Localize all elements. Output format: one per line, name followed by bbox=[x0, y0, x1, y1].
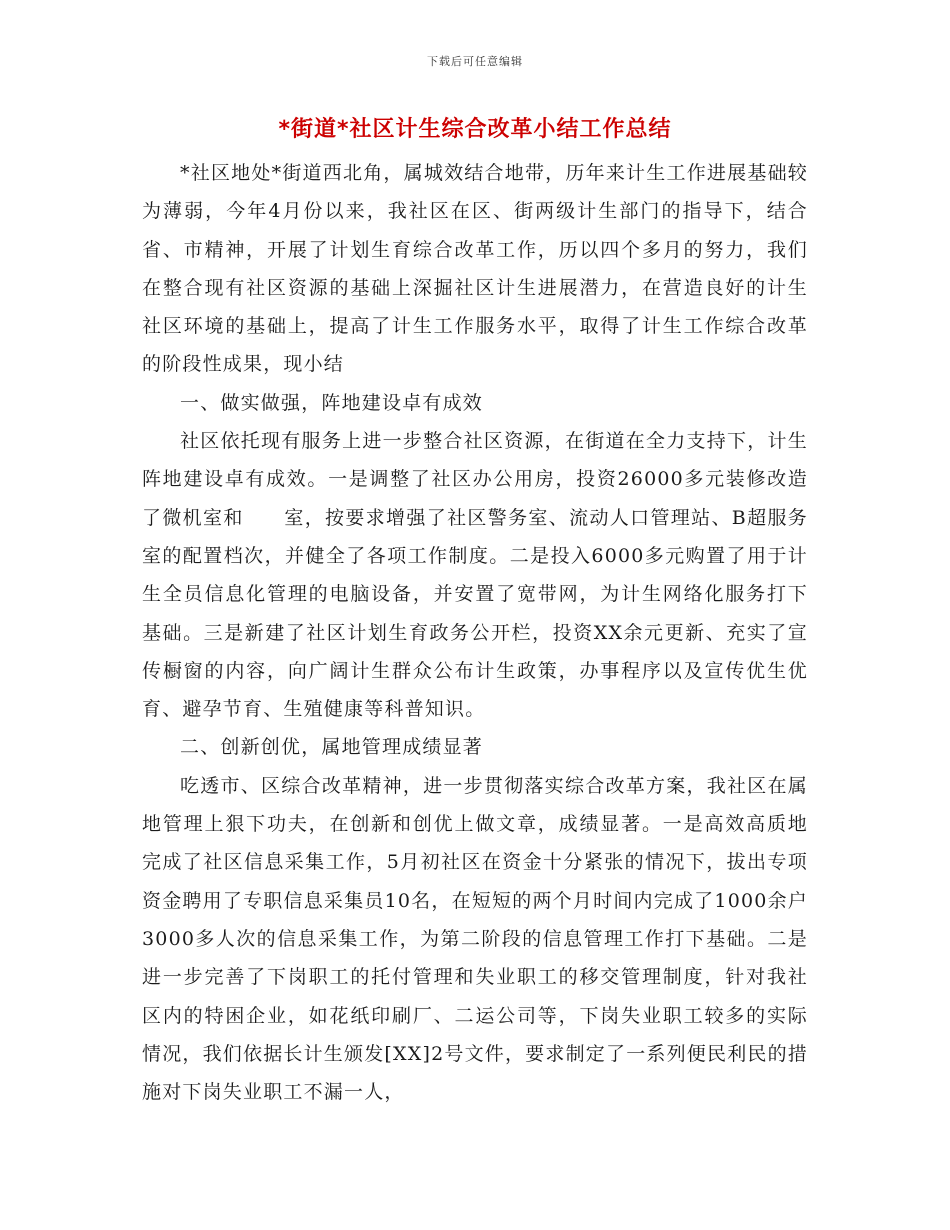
document-title: *街道*社区计生综合改革小结工作总结 bbox=[278, 117, 672, 142]
paragraph-intro: *社区地处*街道西北角，属城效结合地带，历年来计生工作进展基础较为薄弱，今年4月份以来，我社区在区、街两级计生部门的指导下，结合省、市精神，开展了计划生育综合改革工作，历以四个多月的努力，我们在整合现有社区资源的基础上深掘社区计生进展潜力，在营造良好的计生社区环境的基础上，提高了计生工作服务水平，取得了计生工作综合改革的阶段性成果，现小结 bbox=[142, 162, 808, 376]
paragraph-section-1: 社区依托现有服务上进一步整合社区资源，在街道在全力支持下，计生阵地建设卓有成效。一是调整了社区办公用房，投资26000多元装修改造了微机室和 室，按要求增强了社区警务室、流动人口管理站、B超服务室的配置档次，并健全了各项工作制度。二是投入6000多元购置了用于计生全员信息化管理的电脑设备，并安置了宽带网，为计生网络化服务打下基础。三是新建了社区计划生育政务公开栏，投资XX余元更新、充实了宣传橱窗的内容，向广阔计生群众公布计生政策，办事程序以及宣传优生优育、避孕节育、生殖健康等科普知识。 bbox=[142, 430, 808, 721]
paragraph-section-2: 吃透市、区综合改革精神，进一步贯彻落实综合改革方案，我社区在属地管理上狠下功夫，在创新和创优上做文章，成绩显著。一是高效高质地完成了社区信息采集工作，5月初社区在资金十分紧张的情况下，拔出专项资金聘用了专职信息采集员10名，在短短的两个月时间内完成了1000余户3000多人次的信息采集工作，为第二阶段的信息管理工作打下基础。二是进一步完善了下岗职工的托付管理和失业职工的移交管理制度，针对我社区内的特困企业，如花纸印刷厂、二运公司等，下岗失业职工较多的实际情况，我们依据长计生颁发[XX]2号文件，要求制定了一系列便民利民的措施对下岗失业职工不漏一人， bbox=[142, 774, 808, 1104]
section-heading-2: 二、创新创优，属地管理成绩显著 bbox=[180, 736, 484, 759]
document-body bbox=[142, 154, 808, 1111]
section-heading-1: 一、做实做强，阵地建设卓有成效 bbox=[180, 391, 484, 414]
header-note: 下载后可任意编辑 bbox=[427, 55, 523, 68]
